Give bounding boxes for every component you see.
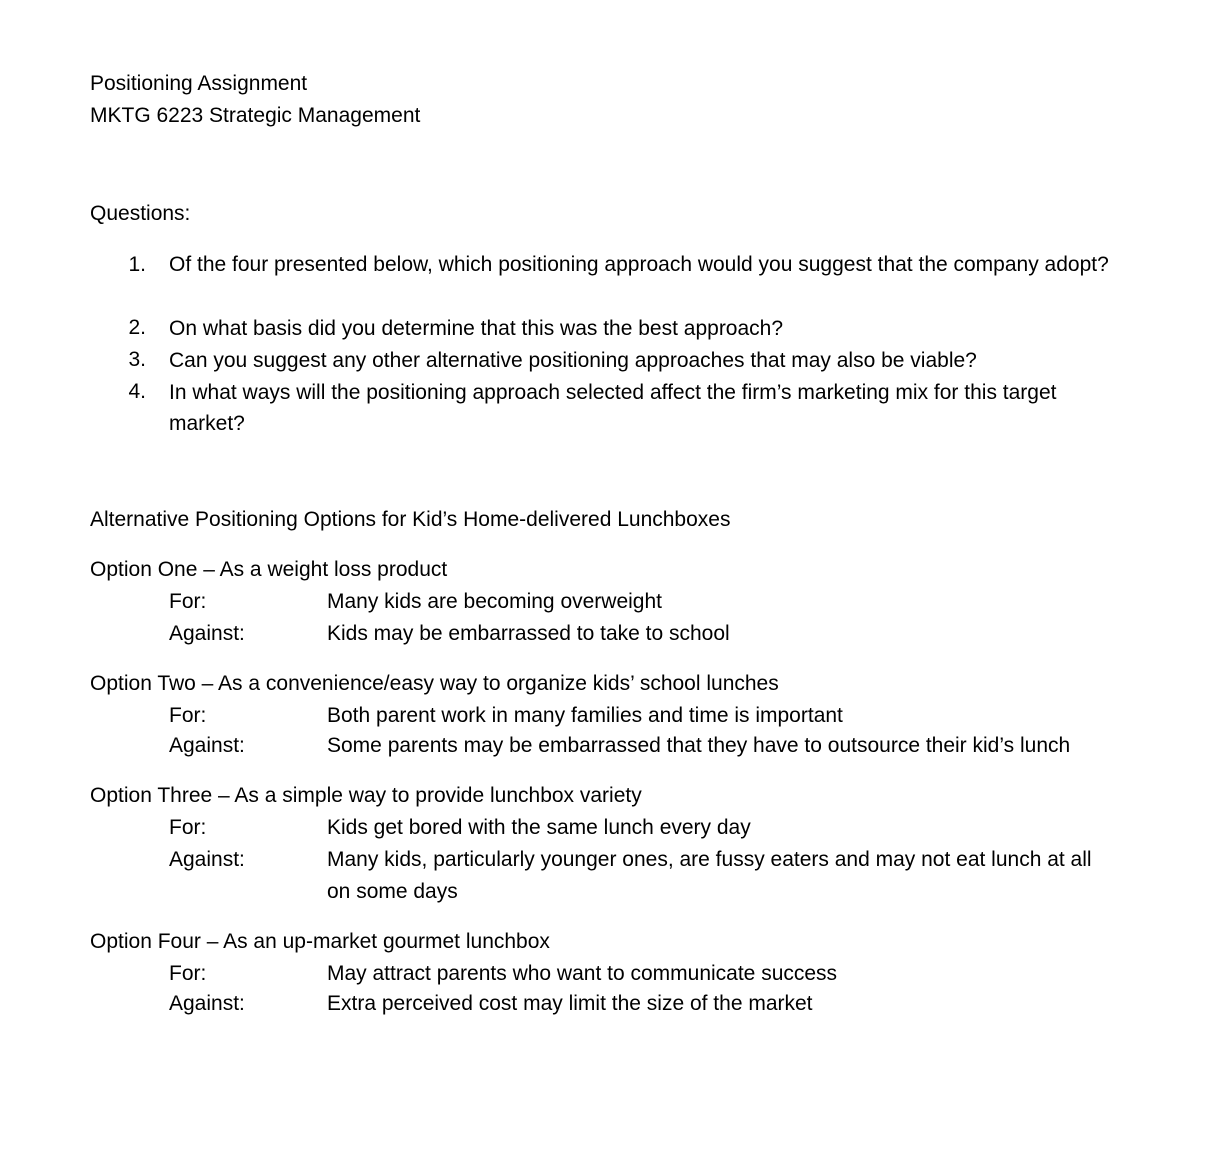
for-label: For: (169, 816, 207, 839)
option-title: Option Four – As an up-market gourmet lunchbox (90, 930, 550, 953)
question-number: 4. (128, 380, 146, 403)
against-label: Against: (169, 992, 245, 1015)
option-title: Option Two – As a convenience/easy way to organize kids’ school lunches (90, 672, 779, 695)
question-number: 3. (128, 348, 146, 371)
question-number: 1. (128, 253, 146, 276)
question-text: In what ways will the positioning approach selected affect the firm’s marketing mix for this target market? (169, 381, 1057, 435)
alternatives-heading: Alternative Positioning Options for Kid’s Home-delivered Lunchboxes (90, 508, 731, 531)
against-text: Some parents may be embarrassed that they have to outsource their kid’s lunch (327, 734, 1071, 757)
against-label: Against: (169, 734, 245, 757)
against-label: Against: (169, 622, 245, 645)
for-label: For: (169, 962, 207, 985)
course-name: MKTG 6223 Strategic Management (90, 104, 421, 127)
for-text: Both parent work in many families and time is important (327, 704, 843, 727)
against-label: Against: (169, 848, 245, 871)
against-text: Extra perceived cost may limit the size of the market (327, 992, 813, 1015)
question-text: Can you suggest any other alternative positioning approaches that may also be viable? (169, 349, 977, 372)
against-text: Many kids, particularly younger ones, are fussy eaters and may not eat lunch at all on some days (327, 848, 1092, 903)
for-text: Many kids are becoming overweight (327, 590, 662, 613)
option-title: Option One – As a weight loss product (90, 558, 448, 581)
for-label: For: (169, 704, 207, 727)
questions-heading: Questions: (90, 202, 191, 225)
document-title: Positioning Assignment (90, 72, 308, 95)
against-text: Kids may be embarrassed to take to school (327, 622, 730, 645)
question-number: 2. (128, 316, 146, 339)
for-text: Kids get bored with the same lunch every day (327, 816, 751, 839)
for-label: For: (169, 590, 207, 613)
for-text: May attract parents who want to communicate success (327, 962, 838, 985)
question-text: Of the four presented below, which positioning approach would you suggest that the company adopt? (169, 253, 1109, 276)
question-text: On what basis did you determine that this was the best approach? (169, 317, 784, 340)
option-title: Option Three – As a simple way to provide lunchbox variety (90, 784, 642, 807)
